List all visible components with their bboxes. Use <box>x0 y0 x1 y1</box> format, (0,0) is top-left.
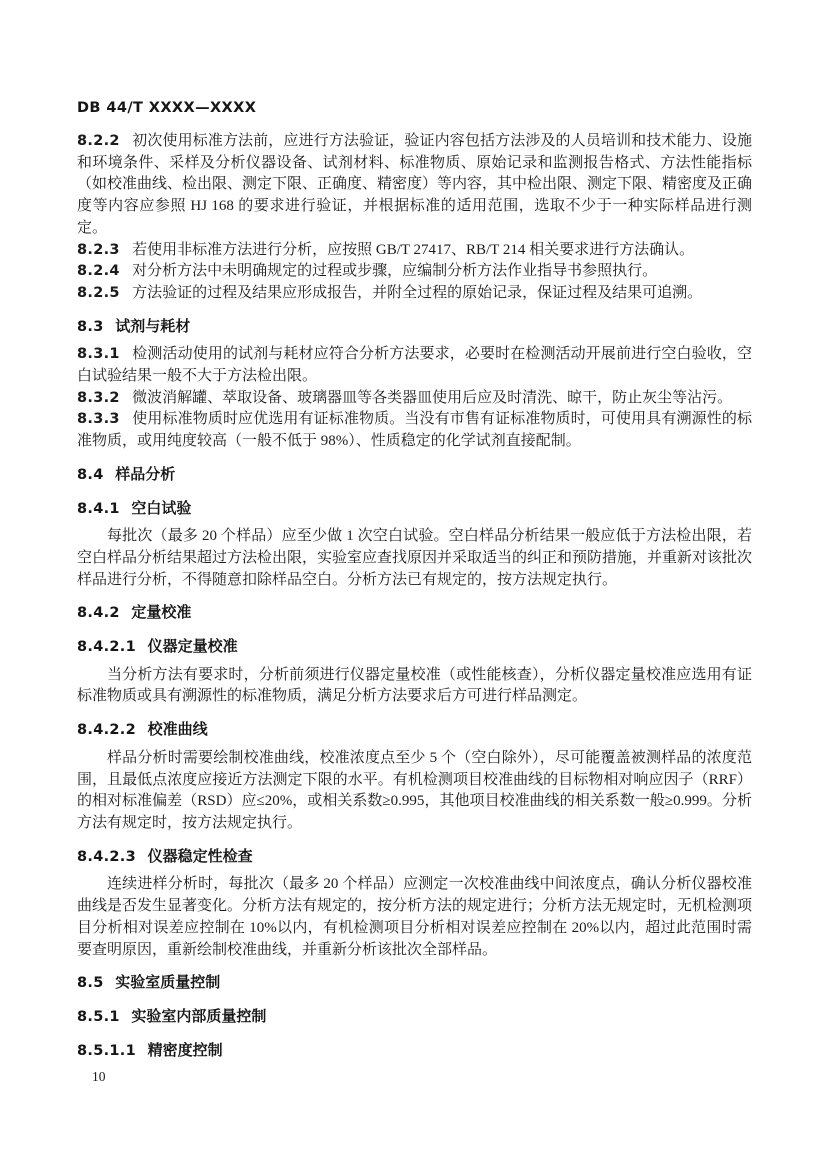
clause-number: 8.2.2 <box>77 133 120 149</box>
heading-title: 精密度控制 <box>147 1040 223 1059</box>
clause-8-2-2 <box>77 131 752 240</box>
heading-number: 8.3 <box>77 318 104 335</box>
clause-8-2-5 <box>77 283 752 305</box>
heading-title: 样品分析 <box>115 464 176 483</box>
heading-title: 仪器定量校准 <box>147 637 238 656</box>
clause-number: 8.2.4 <box>77 263 120 280</box>
section-heading-8-5-1-1 <box>77 1040 752 1063</box>
heading-number: 8.4 <box>77 466 104 483</box>
clause-number: 8.3.1 <box>77 346 120 363</box>
clause-text: 方法验证的过程及结果应形成报告，并附全过程的原始记录，保证过程及结果可追溯。 <box>132 284 703 301</box>
section-heading-8-3 <box>77 316 752 339</box>
clause-text: 对分析方法中未明确规定的过程或步骤，应编制分析方法作业指导书参照执行。 <box>132 263 658 280</box>
clause-text: 检测活动使用的试剂与耗材应符合分析方法要求，必要时在检测活动开展前进行空白验收，空白试验结果一般不大于方法检出限。 <box>77 346 752 385</box>
document-header: DB 44/T XXXX—XXXX <box>77 100 257 116</box>
heading-number: 8.5 <box>77 975 104 992</box>
document-content <box>77 98 752 1068</box>
heading-title: 实验室内部质量控制 <box>131 1006 267 1025</box>
section-heading-8-4-2-2 <box>77 719 752 742</box>
clause-8-3-3 <box>77 409 752 452</box>
paragraph-instrument-calibration: 当分析方法有要求时，分析前须进行仪器定量校准（或性能核查），分析仪器定量校准应选用有证标准物质或具有溯源性的标准物质，满足分析方法要求后方可进行样品测定。 <box>77 666 752 705</box>
section-heading-8-4-2-1 <box>77 636 752 659</box>
paragraph-instrument-stability: 连续进样分析时，每批次（最多 20 个样品）应测定一次校准曲线中间浓度点，确认分析仪器校准曲线是否发生显著变化。分析方法有规定的，按分析方法的规定进行；分析方法无规定时，无机检测项目分析相对误差应控制在 10%以内，有机检测项目分析相对误差应控制在 20%以内，超过此范围时需要查明原因，重新绘制校准曲线，并重新分析该批次全部样品。 <box>77 876 753 958</box>
clause-number: 8.3.3 <box>77 411 120 428</box>
clause-text: 微波消解罐、萃取设备、玻璃器皿等各类器皿使用后应及时清洗、晾干，防止灰尘等沾污。 <box>132 389 733 406</box>
paragraph-blank-test: 每批次（最多 20 个样品）应至少做 1 次空白试验。空白样品分析结果一般应低于方法检出限，若空白样品分析结果超过方法检出限，实验室应查找原因并采取适当的纠正和预防措施，并重新对该批次样品进行分析，不得随意扣除样品空白。分析方法已有规定的，按方法规定执行。 <box>77 528 753 588</box>
section-heading-8-4-2-3 <box>77 846 752 869</box>
page-number: 10 <box>92 1069 106 1084</box>
clause-number: 8.2.3 <box>77 241 120 258</box>
paragraph-calibration-curve: 样品分析时需要绘制校准曲线，校准浓度点至少 5 个（空白除外），尽可能覆盖被测样品的浓度范围，且最低点浓度应接近方法测定下限的水平。有机检测项目校准曲线的目标物相对响应因子（RRF）的相对标准偏差（RSD）应≤20%，或相关系数≥0.995，其他项目校准曲线的相关系数一般≥0.999。分析方法有规定时，按方法规定执行。 <box>77 749 752 831</box>
clause-8-3-2 <box>77 388 752 410</box>
heading-number: 8.5.1 <box>77 1008 120 1025</box>
heading-title: 仪器稳定性检查 <box>147 846 253 865</box>
clause-8-3-1 <box>77 344 752 387</box>
heading-title: 空白试验 <box>131 498 192 517</box>
heading-number: 8.4.2.2 <box>77 722 136 739</box>
heading-title: 定量校准 <box>131 603 192 622</box>
section-heading-8-4-2 <box>77 602 752 625</box>
heading-number: 8.4.1 <box>77 500 120 517</box>
clause-number: 8.2.5 <box>77 284 120 301</box>
heading-number: 8.4.2.3 <box>77 848 136 865</box>
heading-number: 8.4.2 <box>77 605 120 622</box>
clause-text: 使用标准物质时应优选用有证标准物质。当没有市售有证标准物质时，可使用具有溯源性的标准物质，或用纯度较高（一般不低于 98%）、性质稳定的化学试剂直接配制。 <box>77 411 752 450</box>
heading-number: 8.4.2.1 <box>77 639 136 656</box>
section-heading-8-5 <box>77 972 752 995</box>
section-heading-8-4 <box>77 464 752 487</box>
clause-text: 若使用非标准方法进行分析，应按照 GB/T 27417、RB/T 214 相关要求进行方法确认。 <box>132 241 695 258</box>
clause-text: 初次使用标准方法前，应进行方法验证，验证内容包括方法涉及的人员培训和技术能力、设施和环境条件、采样及分析仪器设备、试剂材料、标准物质、原始记录和监测报告格式、方法性能指标（如校准曲线、检出限、测定下限、正确度、精密度）等内容，其中检出限、测定下限、精密度及正确度等内容应参照 HJ 168 的要求进行验证，并根据标准的适用范围，选取不少于一种实际样品进行测定。 <box>77 133 753 236</box>
heading-title: 试剂与耗材 <box>115 316 191 335</box>
section-heading-8-5-1 <box>77 1006 752 1029</box>
clause-8-2-4 <box>77 261 752 283</box>
section-heading-8-4-1 <box>77 498 752 521</box>
heading-number: 8.5.1.1 <box>77 1042 136 1059</box>
clause-number: 8.3.2 <box>77 389 120 406</box>
heading-title: 校准曲线 <box>147 720 208 739</box>
clause-8-2-3 <box>77 240 752 262</box>
heading-title: 实验室质量控制 <box>115 973 221 992</box>
